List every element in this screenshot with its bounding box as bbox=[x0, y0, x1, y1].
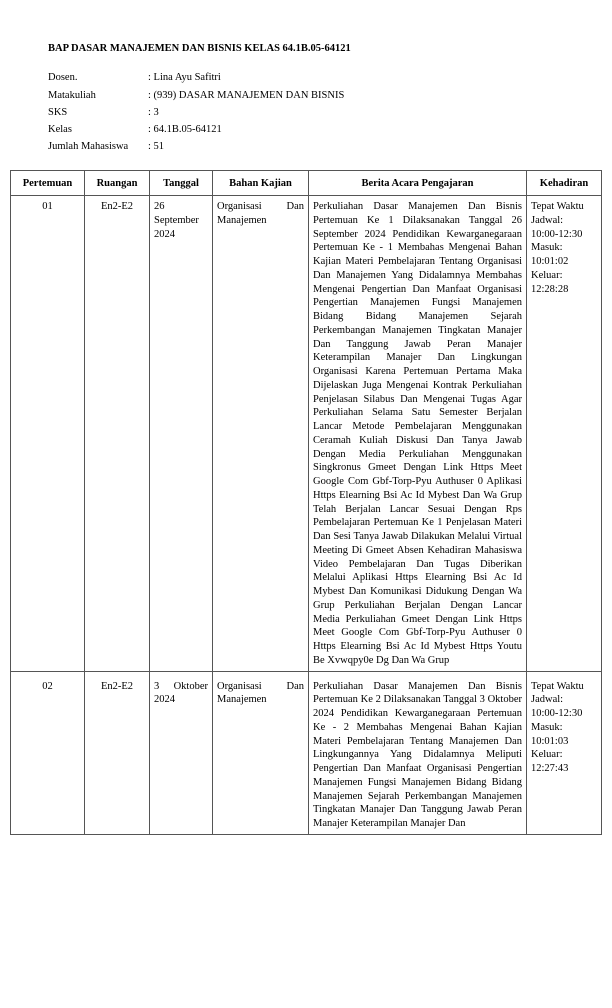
kehadiran-status: Tepat Waktu bbox=[531, 201, 584, 212]
table-row bbox=[11, 196, 602, 672]
info-value: : (939) DASAR MANAJEMEN DAN BISNIS bbox=[148, 90, 345, 101]
cell-bahan-kajian: Organisasi Dan Manajemen bbox=[213, 671, 309, 834]
kehadiran-jadwal-label: Jadwal: bbox=[531, 694, 564, 706]
cell-pertemuan: 02 bbox=[11, 671, 85, 834]
info-label: Dosen. bbox=[48, 72, 78, 83]
table-row bbox=[11, 671, 602, 834]
cell-pertemuan: 01 bbox=[11, 196, 85, 672]
info-label: SKS bbox=[48, 107, 68, 118]
kehadiran-masuk-label: Masuk: bbox=[531, 721, 563, 733]
header-pertemuan: Pertemuan bbox=[11, 171, 85, 196]
info-label: Jumlah Mahasiswa bbox=[48, 141, 129, 152]
kehadiran-keluar-label: Keluar: bbox=[531, 269, 563, 281]
bap-table bbox=[10, 170, 602, 835]
document-title: BAP DASAR MANAJEMEN DAN BISNIS KELAS 64.1B.05-64121 bbox=[48, 43, 351, 54]
cell-tanggal: 3 Oktober 2024 bbox=[150, 671, 213, 834]
kehadiran-status: Tepat Waktu bbox=[531, 680, 584, 692]
info-label: Matakuliah bbox=[48, 90, 96, 101]
cell-ruangan: En2-E2 bbox=[85, 671, 150, 834]
cell-bahan-kajian: Organisasi Dan Manajemen bbox=[213, 196, 309, 672]
cell-kehadiran bbox=[527, 196, 602, 672]
kehadiran-jadwal-value: 10:00-12:30 bbox=[531, 228, 583, 240]
kehadiran-masuk-label: Masuk: bbox=[531, 242, 563, 254]
header-ruangan: Ruangan bbox=[85, 171, 150, 196]
info-value: : 51 bbox=[148, 141, 165, 152]
kehadiran-keluar-label: Keluar: bbox=[531, 749, 563, 761]
kehadiran-keluar-value: 12:28:28 bbox=[531, 283, 569, 295]
kehadiran-masuk-value: 10:01:02 bbox=[531, 256, 569, 267]
cell-kehadiran bbox=[527, 671, 602, 834]
kehadiran-jadwal-value: 10:00-12:30 bbox=[531, 708, 583, 719]
kehadiran-keluar-value: 12:27:43 bbox=[531, 763, 569, 774]
cell-tanggal: 26 September 2024 bbox=[150, 196, 213, 672]
info-value: : 3 bbox=[148, 107, 159, 118]
table-header-row bbox=[11, 171, 602, 196]
cell-berita-acara: Perkuliahan Dasar Manajemen Dan Bisnis Pertemuan Ke 2 Dilaksanakan Tanggal 3 Oktober 2024 Pendidikan Kewarganegaraan Pertemuan Ke - 2 Membahas Mengenai Bahan Kajian Materi Pembelajaran Tentang Manajemen Dan Lingkungannya Yang Didalamnya Meliputi Pengertian Dan Manfaat Organisasi Pengertian Manajemen Fungsi Manajemen Bidang Bidang Manajemen Sejarah Perkembangan Manajemen Tingkatan Manajer Dan Tanggung Jawab Peran Manajer Keterampilan Manajer Dan bbox=[309, 671, 527, 834]
info-value: : 64.1B.05-64121 bbox=[148, 124, 222, 135]
header-berita-acara: Berita Acara Pengajaran bbox=[309, 171, 527, 196]
cell-ruangan: En2-E2 bbox=[85, 196, 150, 672]
kehadiran-jadwal-label: Jadwal: bbox=[531, 214, 564, 226]
info-label: Kelas bbox=[48, 124, 72, 135]
header-tanggal: Tanggal bbox=[150, 171, 213, 196]
header-bahan-kajian: Bahan Kajian bbox=[213, 171, 309, 196]
info-value: : Lina Ayu Safitri bbox=[148, 72, 221, 83]
header-kehadiran: Kehadiran bbox=[527, 171, 602, 196]
kehadiran-masuk-value: 10:01:03 bbox=[531, 735, 569, 747]
cell-berita-acara: Perkuliahan Dasar Manajemen Dan Bisnis Pertemuan Ke 1 Dilaksanakan Tanggal 26 September 2024 Pendidikan Kewarganegaraan Pertemuan Ke - 1 Membahas Mengenai Bahan Kajian Materi Pembelajaran Tentang Organisasi Dan Manajemen Yang Didalamnya Membahas Mengenai Pengertian Dan Manfaat Organisasi Pengertian Manajemen Fungsi Manajemen Bidang Bidang Manajemen Sejarah Perkembangan Manajemen Tingkatan Manajer Dan Tanggung Jawab Peran Manajer Keterampilan Manajer Dan Lingkungan Organisasi Karena Pertemuan Pertama Maka Dijelaskan Juga Mengenai Kontrak Perkuliahan Penjelasan Silabus Dan Mengenai Tugas Agar Perkuliahan Selama Satu Semester Berjalan Lancar Metode Pembelajaran Menggunakan Ceramah Kuliah Diskusi Dan Tanya Jawab Dengan Media Perkuliahan Menggunakan Singkronus Gmeet Dengan Link Https Meet Google Com Gbf-Torp-Pyu Authuser 0 Aplikasi Https Elearning Bsi Ac Id Mybest Dan Wa Grup Telah Berjalan Lancar Sesuai Dengan Rps Pembelajaran Pertemuan Ke 1 Penjelasan Materi Dan Sesi Tanya Jawab Dilakukan Melalui Virtual Meeting Di Gmeet Absen Kehadiran Mahasiswa Video Pembelajaran Dan Tugas Diberikan Melalui Aplikasi Https Elearning Bsi Ac Id Mybest Dan Komunikasi Didukung Dengan Wa Grup Perkuliahan Berjalan Dengan Lancar Media Perkuliahan Gmeet Dengan Link Https Meet Google Com Gbf-Torp-Pyu Authuser 0 Https Elearning Bsi Ac Id Mybest Https Youtu Be Xvwqpy0e Dg Dan Wa Grup bbox=[309, 196, 527, 672]
